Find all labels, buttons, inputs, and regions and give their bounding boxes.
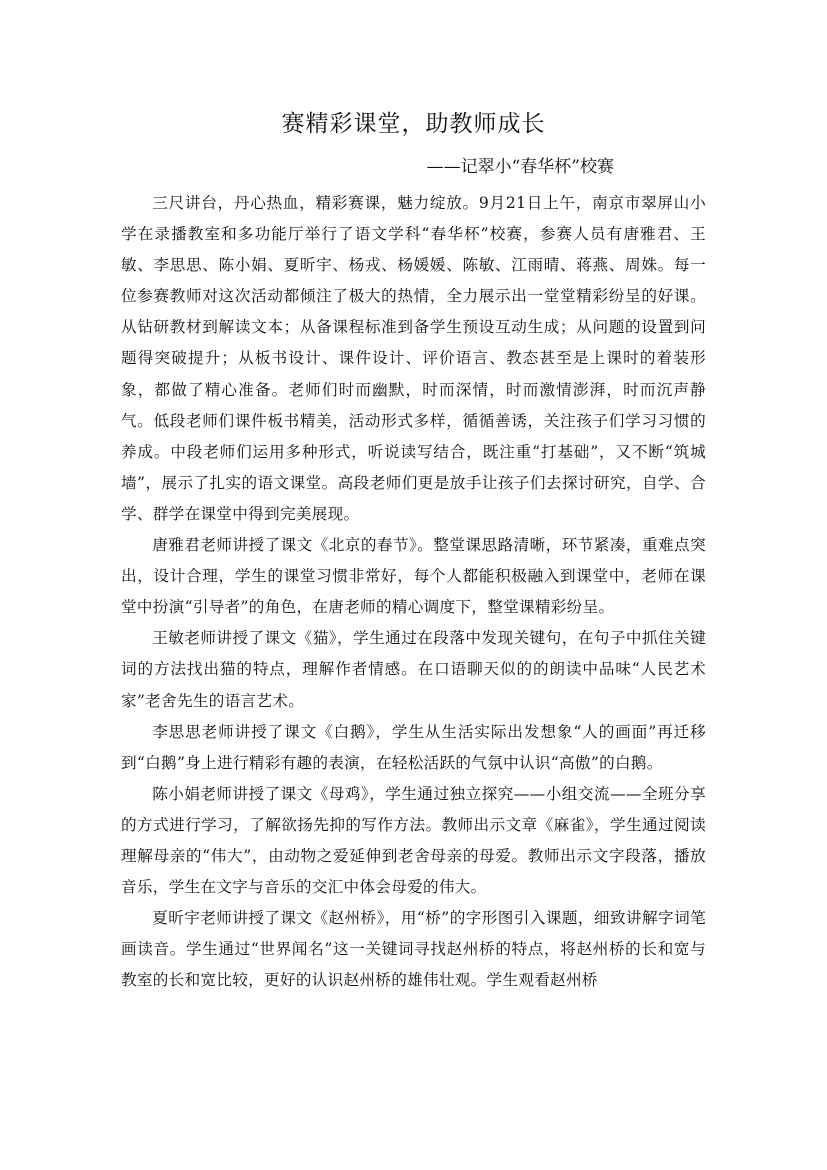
paragraph-chen-xiaojuan: 陈小娟老师讲授了课文《母鸡》，学生通过独立探究——小组交流——全班分享的方式进行学习，了解欲扬先抑的写作方法。教师出示文章《麻雀》，学生通过阅读理解母亲的“伟大”，由动物之爱延伸到老舍母亲的母爱。教师出示文字段落，播放音乐，学生在文字与音乐的交汇中体会母爱的伟大。	[121, 784, 706, 897]
paragraph-xia-xinyu: 夏昕宇老师讲授了课文《赵州桥》，用“桥”的字形图引入课题，细致讲解字词笔画读音。学生通过“世界闻名”这一关键词寻找赵州桥的特点，将赵州桥的长和宽与教室的长和宽比较，更好的认识赵州桥的雄伟壮观。学生观看赵州桥	[121, 909, 706, 990]
article-body	[121, 188, 706, 996]
article-title: 赛精彩课堂，助教师成长	[281, 111, 546, 137]
article-subtitle: ——记翠小“春华杯”校赛	[426, 157, 614, 177]
paragraph-wang-min: 王敏老师讲授了课文《猫》，学生通过在段落中发现关键句，在句子中抓住关键词的方法找出猫的特点，理解作者情感。在口语聊天似的的朗读中品味“人民艺术家”老舍先生的语言艺术。	[121, 629, 706, 710]
paragraph-li-sisi: 李思思老师讲授了课文《白鹅》，学生从生活实际出发想象“人的画面”再迁移到“白鹅”身上进行精彩有趣的表演，在轻松活跃的气氛中认识“高傲”的白鹅。	[121, 722, 706, 772]
paragraph-intro: 三尺讲台，丹心热血，精彩赛课，魅力绽放。9月21日上午，南京市翠屏山小学在录播教室和多功能厅举行了语文学科“春华杯”校赛，参赛人员有唐雅君、王敏、李思思、陈小娟、夏昕宇、杨戎、杨媛媛、陈敏、江雨晴、蒋燕、周姝。每一位参赛教师对这次活动都倾注了极大的热情，全力展示出一堂堂精彩纷呈的好课。从钻研教材到解读文本；从备课程标准到备学生预设互动生成；从问题的设置到问题得突破提升；从板书设计、课件设计、评价语言、教态甚至是上课时的着装形象，都做了精心准备。老师们时而幽默，时而深情，时而激情澎湃，时而沉声静气。低段老师们课件板书精美，活动形式多样，循循善诱，关注孩子们学习习惯的养成。中段老师们运用多种形式，听说读写结合，既注重“打基础”，又不断“筑城墙”，展示了扎实的语文课堂。高段老师们更是放手让孩子们去探讨研究，自学、合学、群学在课堂中得到完美展现。	[121, 194, 706, 523]
paragraph-tang-yajun: 唐雅君老师讲授了课文《北京的春节》。整堂课思路清晰，环节紧凑，重难点突出，设计合理，学生的课堂习惯非常好，每个人都能积极融入到课堂中，老师在课堂中扮演“引导者”的角色，在唐老师的精心调度下，整堂课精彩纷呈。	[121, 536, 706, 617]
